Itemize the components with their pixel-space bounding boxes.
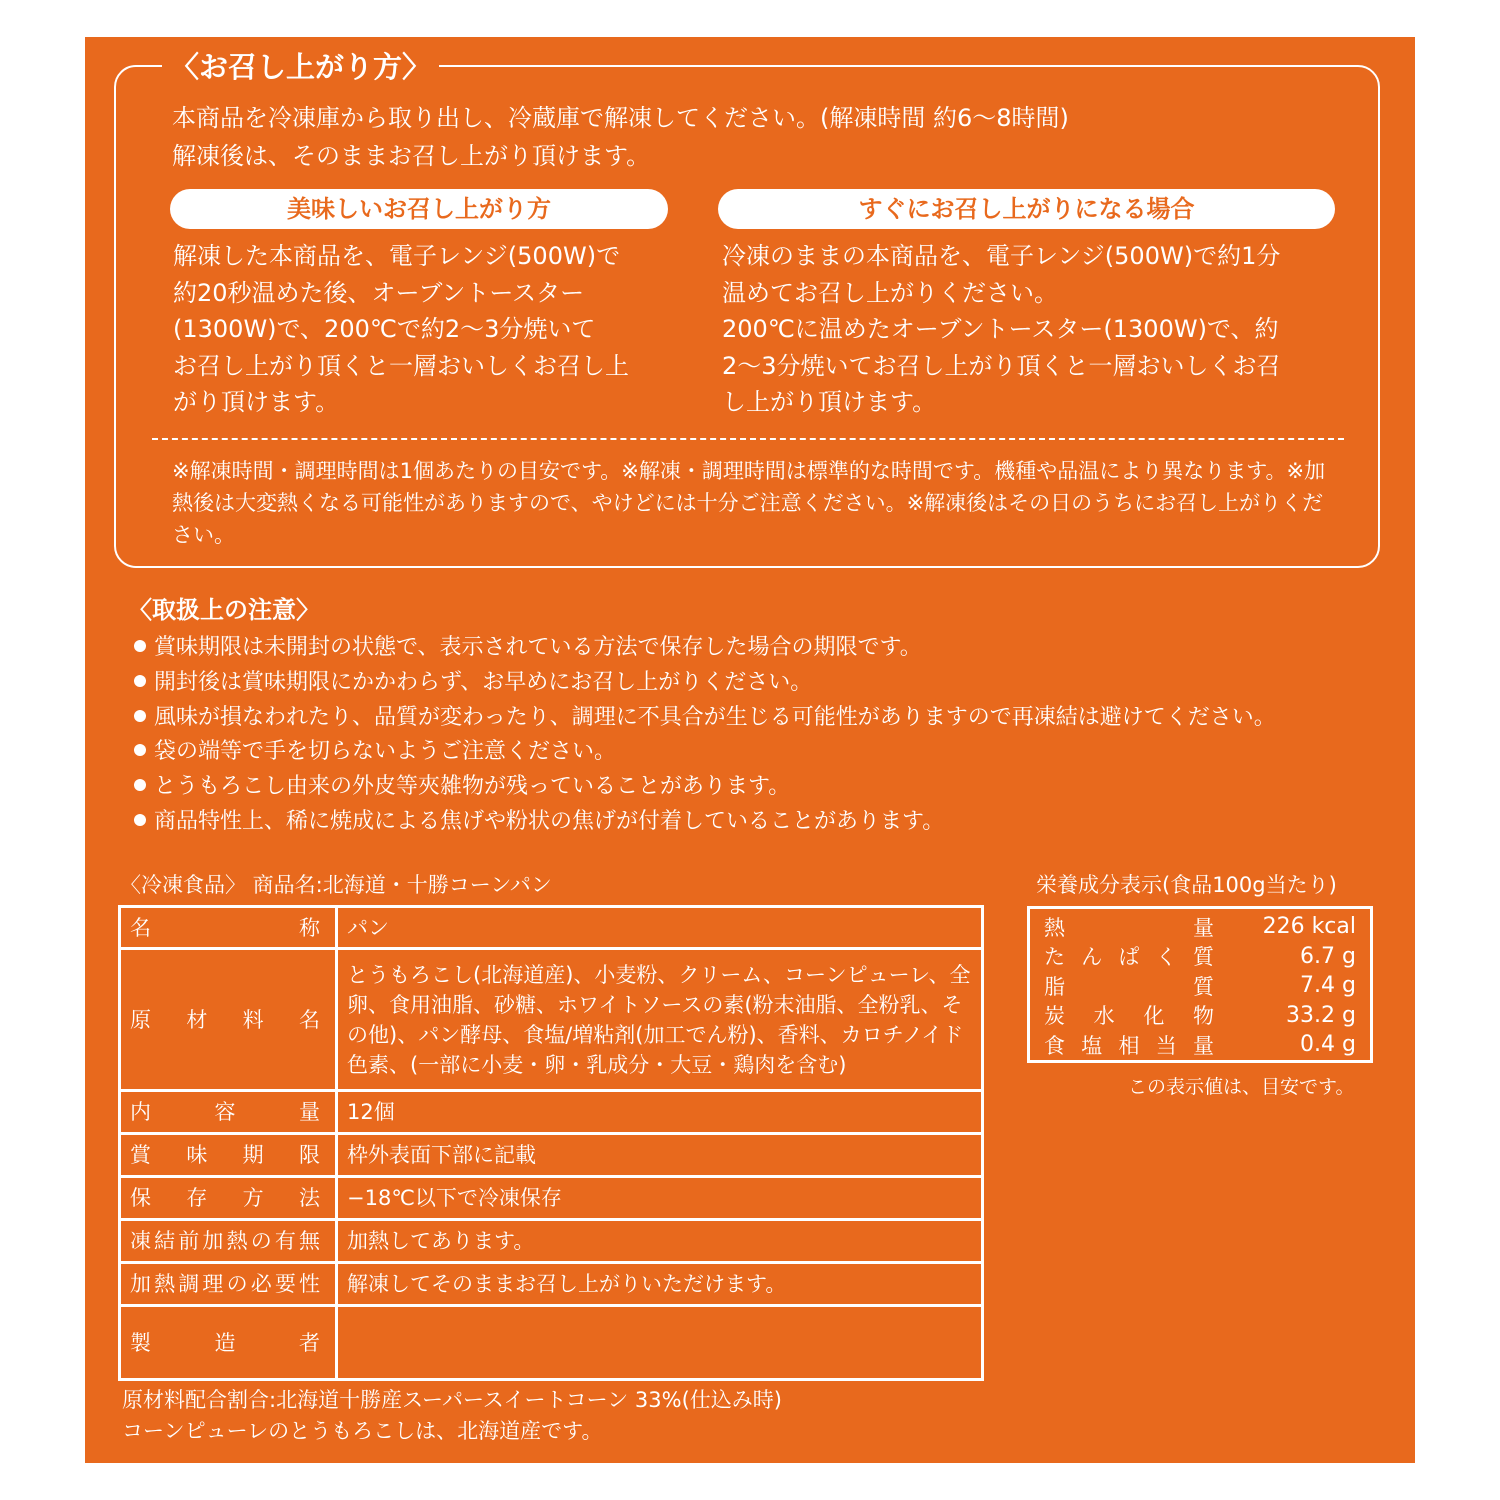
row-value: パン (337, 907, 983, 949)
row-value: 解凍してそのままお召し上がりいただけます。 (337, 1263, 983, 1306)
nutrition-label: た ん ぱ く 質 (1044, 945, 1214, 970)
table-row (120, 1177, 983, 1220)
howto-title: 〈お召し上がり方〉 (162, 47, 439, 87)
nutrition-value: 0.4 g (1300, 1032, 1356, 1058)
caution-item (134, 735, 1276, 770)
howto-left-text: 解凍した本商品を、電子レンジ(500W)で 約20秒温めた後、オーブントースター (1300W)で、200℃で約2〜3分焼いて お召し上がり頂くと一層おいしくお召し上 がり頂けます。 (173, 242, 629, 416)
row-label-text: 保 存 方 法 (130, 1186, 320, 1210)
caution-item (134, 666, 1276, 701)
bullet-icon (134, 710, 146, 722)
bullet-icon (134, 779, 146, 791)
howto-note: ※解凍時間・調理時間は1個あたりの目安です。※解凍・調理時間は標準的な時間です。機種や品温により異なります。※加熱後は大変熱くなる可能性がありますので、やけどには十分ご注意ください。※解凍後はその日のうちにお召し上がりください。 (172, 459, 1326, 547)
row-value: 12個 (337, 1091, 983, 1134)
nutrition-row (1044, 912, 1356, 942)
row-value: とうもろこし(北海道産)、小麦粉、クリーム、コーンピューレ、全卵、食用油脂、砂糖、ホワイトソースの素(粉末油脂、全粉乳、その他)、パン酵母、食塩/増粘剤(加工でん粉)、香料、カロチノイド色素、(一部に小麦・卵・乳成分・大豆・鶏肉を含む) (337, 949, 983, 1091)
caution-item (134, 805, 1276, 840)
nutrition-row (1044, 971, 1356, 1001)
table-row (120, 1134, 983, 1177)
caution-item (134, 701, 1276, 736)
caution-item-text: 賞味期限は未開封の状態で、表示されている方法で保存した場合の期限です。 (154, 635, 922, 660)
table-row (120, 1091, 983, 1134)
howto-divider (152, 438, 1344, 440)
row-label-text: 原 材 料 名 (130, 1007, 320, 1032)
row-label (120, 949, 337, 1091)
row-value: 加熱してあります。 (337, 1220, 983, 1263)
footer-line: コーンピューレのとうもろこしは、北海道産です。 (122, 1419, 603, 1443)
footer-line: 原材料配合割合:北海道十勝産スーパースイートコーン 33%(仕込み時) (122, 1388, 782, 1412)
row-label (120, 907, 337, 949)
row-label-text: 内 容 量 (130, 1100, 320, 1124)
howto-intro-line: 解凍後は、そのままお召し上がり頂けます。 (172, 142, 651, 170)
nutrition-value: 7.4 g (1300, 973, 1356, 999)
bullet-icon (134, 814, 146, 826)
nutrition-row (1044, 1030, 1356, 1060)
row-value (337, 1306, 983, 1380)
caution-item-text: 風味が損なわれたり、品質が変わったり、調理に不具合が生じる可能性がありますので再凍結は避けてください。 (154, 704, 1276, 730)
row-value: −18℃以下で冷凍保存 (337, 1177, 983, 1220)
howto-intro-line: 本商品を冷凍庫から取り出し、冷蔵庫で解凍してください。(解凍時間 約6〜8時間) (172, 104, 1069, 132)
bullet-icon (134, 640, 146, 652)
nutrition-table (1027, 906, 1373, 1063)
nutrition-label: 炭 水 化 物 (1044, 1004, 1214, 1029)
nutrition-footnote: この表示値は、目安です。 (1128, 1076, 1355, 1098)
caution-item (134, 770, 1276, 805)
nutrition-row (1044, 942, 1356, 972)
howto-right-text: 冷凍のままの本商品を、電子レンジ(500W)で約1分 温めてお召し上がりください。 200℃に温めたオーブントースター(1300W)で、約 2〜3分焼いてお召し上がり頂くと一層おいしくお召 し上がり頂けます。 (722, 242, 1281, 416)
row-label-text: 加 熱 調 理 の 必 要 性 (130, 1272, 320, 1296)
table-row (120, 949, 983, 1091)
nutrition-label: 食 塩 相 当 量 (1044, 1033, 1214, 1058)
caution-item (134, 631, 1276, 666)
row-label-text: 賞 味 期 限 (130, 1143, 320, 1167)
howto-right-heading: すぐにお召し上がりになる場合 (718, 189, 1335, 229)
nutrition-value: 226 kcal (1262, 914, 1356, 940)
caution-list (134, 631, 1276, 840)
nutrition-label: 熱 量 (1044, 915, 1214, 940)
nutrition-value: 6.7 g (1300, 943, 1356, 969)
nutrition-label: 脂 質 (1044, 974, 1214, 999)
caution-item-text: とうもろこし由来の外皮等夾雑物が残っていることがあります。 (154, 774, 791, 800)
row-value: 枠外表面下部に記載 (337, 1134, 983, 1177)
caution-title: 〈取扱上の注意〉 (128, 596, 320, 624)
row-label (120, 1263, 337, 1306)
table-row (120, 907, 983, 949)
row-label-text: 名 称 (130, 915, 320, 940)
table-row (120, 1306, 983, 1380)
bullet-icon (134, 675, 146, 687)
row-label (120, 1177, 337, 1220)
row-label (120, 1306, 337, 1380)
caution-item-text: 開封後は賞味期限にかかわらず、お早めにお召し上がりください。 (154, 669, 813, 695)
row-label (120, 1091, 337, 1134)
row-label (120, 1134, 337, 1177)
caution-item-text: 袋の端等で手を切らないようご注意ください。 (154, 739, 617, 765)
howto-left-heading: 美味しいお召し上がり方 (170, 189, 668, 229)
row-label-text: 製 造 者 (130, 1330, 320, 1355)
product-info-table (118, 905, 984, 1381)
table-row (120, 1263, 983, 1306)
table-row (120, 1220, 983, 1263)
nutrition-value: 33.2 g (1286, 1002, 1356, 1028)
row-label-text: 凍 結 前 加 熱 の 有 無 (130, 1229, 320, 1253)
ingredient-ratio-note (122, 1385, 782, 1447)
howto-intro (172, 99, 1069, 175)
nutrition-row (1044, 1001, 1356, 1031)
bullet-icon (134, 744, 146, 756)
nutrition-title: 栄養成分表示(食品100g当たり) (1036, 873, 1337, 897)
row-label (120, 1220, 337, 1263)
caution-item-text: 商品特性上、稀に焼成による焦げや粉状の焦げが付着していることがあります。 (154, 808, 945, 834)
product-title: 〈冷凍食品〉 商品名:北海道・十勝コーンパン (120, 873, 552, 897)
